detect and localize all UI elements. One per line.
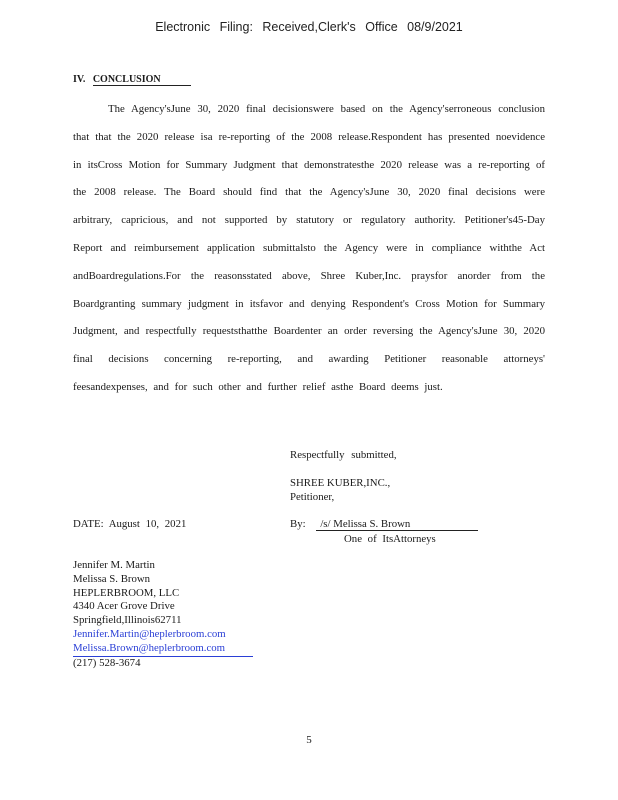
- counsel-address-block: [73, 559, 253, 670]
- signature-party-block: [290, 477, 390, 504]
- counsel-city: Springfield,Illinois62711: [73, 614, 182, 627]
- signature-party: SHREE KUBER,INC.,: [290, 477, 391, 489]
- counsel-street: 4340 Acer Grove Drive: [73, 600, 175, 613]
- counsel-name: Jennifer M. Martin: [73, 559, 155, 571]
- conclusion-paragraph-block: [73, 96, 545, 402]
- signature-closing: Respectfully submitted,: [290, 449, 397, 461]
- signature-role: Petitioner,: [290, 490, 335, 503]
- counsel-name: Melissa S. Brown: [73, 572, 151, 585]
- filing-stamp-header: Electronic Filing: Received,Clerk's Office 08/9/2021: [155, 20, 463, 34]
- section-heading: [73, 74, 191, 86]
- email-link-brown[interactable]: Melissa.Brown@heplerbroom.com: [73, 642, 253, 657]
- by-label: By:: [290, 518, 306, 530]
- signature-line: [290, 518, 478, 531]
- conclusion-paragraph: The Agency'sJune 30, 2020 final decisionswere based on the Agency'serroneous conclusion that that the 2020 release isa re-reporting of the 2008 release.Respondent has presented noevidence in itsCross Motion for Summary Judgment that demonstratesthe 2020 release was a re-reporting of the 2008 release. The Board should find that the Agency'sJune 30, 2020 final decisions were arbitrary, capricious, and not supported by statutory or regulatory authority. Petitioner's45-Day Report and reimbursement application submittalsto the Agency were in compliance withthe Act andBoardregulations.For the reasonsstated above, Shree Kuber,Inc. praysfor anorder from the Boardgranting summary judgment in itsfavor and denying Respondent's Cross Motion for Summary Judgment, and respectfully requeststhatthe Boardenter an order reversing the Agency'sJune 30, 2020 final decisions concerning re-reporting, and awarding Petitioner reasonable attorneys' feesandexpenses, and for such other and further relief asthe Board deems just.: [73, 103, 545, 393]
- section-title: CONCLUSION: [93, 74, 191, 86]
- counsel-phone: (217) 528-3674: [73, 656, 141, 669]
- signer-name: /s/ Melissa S. Brown: [316, 518, 478, 531]
- section-number: IV.: [73, 74, 86, 85]
- email-link-martin[interactable]: Jennifer.Martin@heplerbroom.com: [73, 627, 226, 640]
- signer-capacity: One of ItsAttorneys: [344, 533, 436, 545]
- page-number: 5: [306, 734, 312, 746]
- date-line: DATE: August 10, 2021: [73, 518, 187, 530]
- counsel-firm: HEPLERBROOM, LLC: [73, 586, 180, 599]
